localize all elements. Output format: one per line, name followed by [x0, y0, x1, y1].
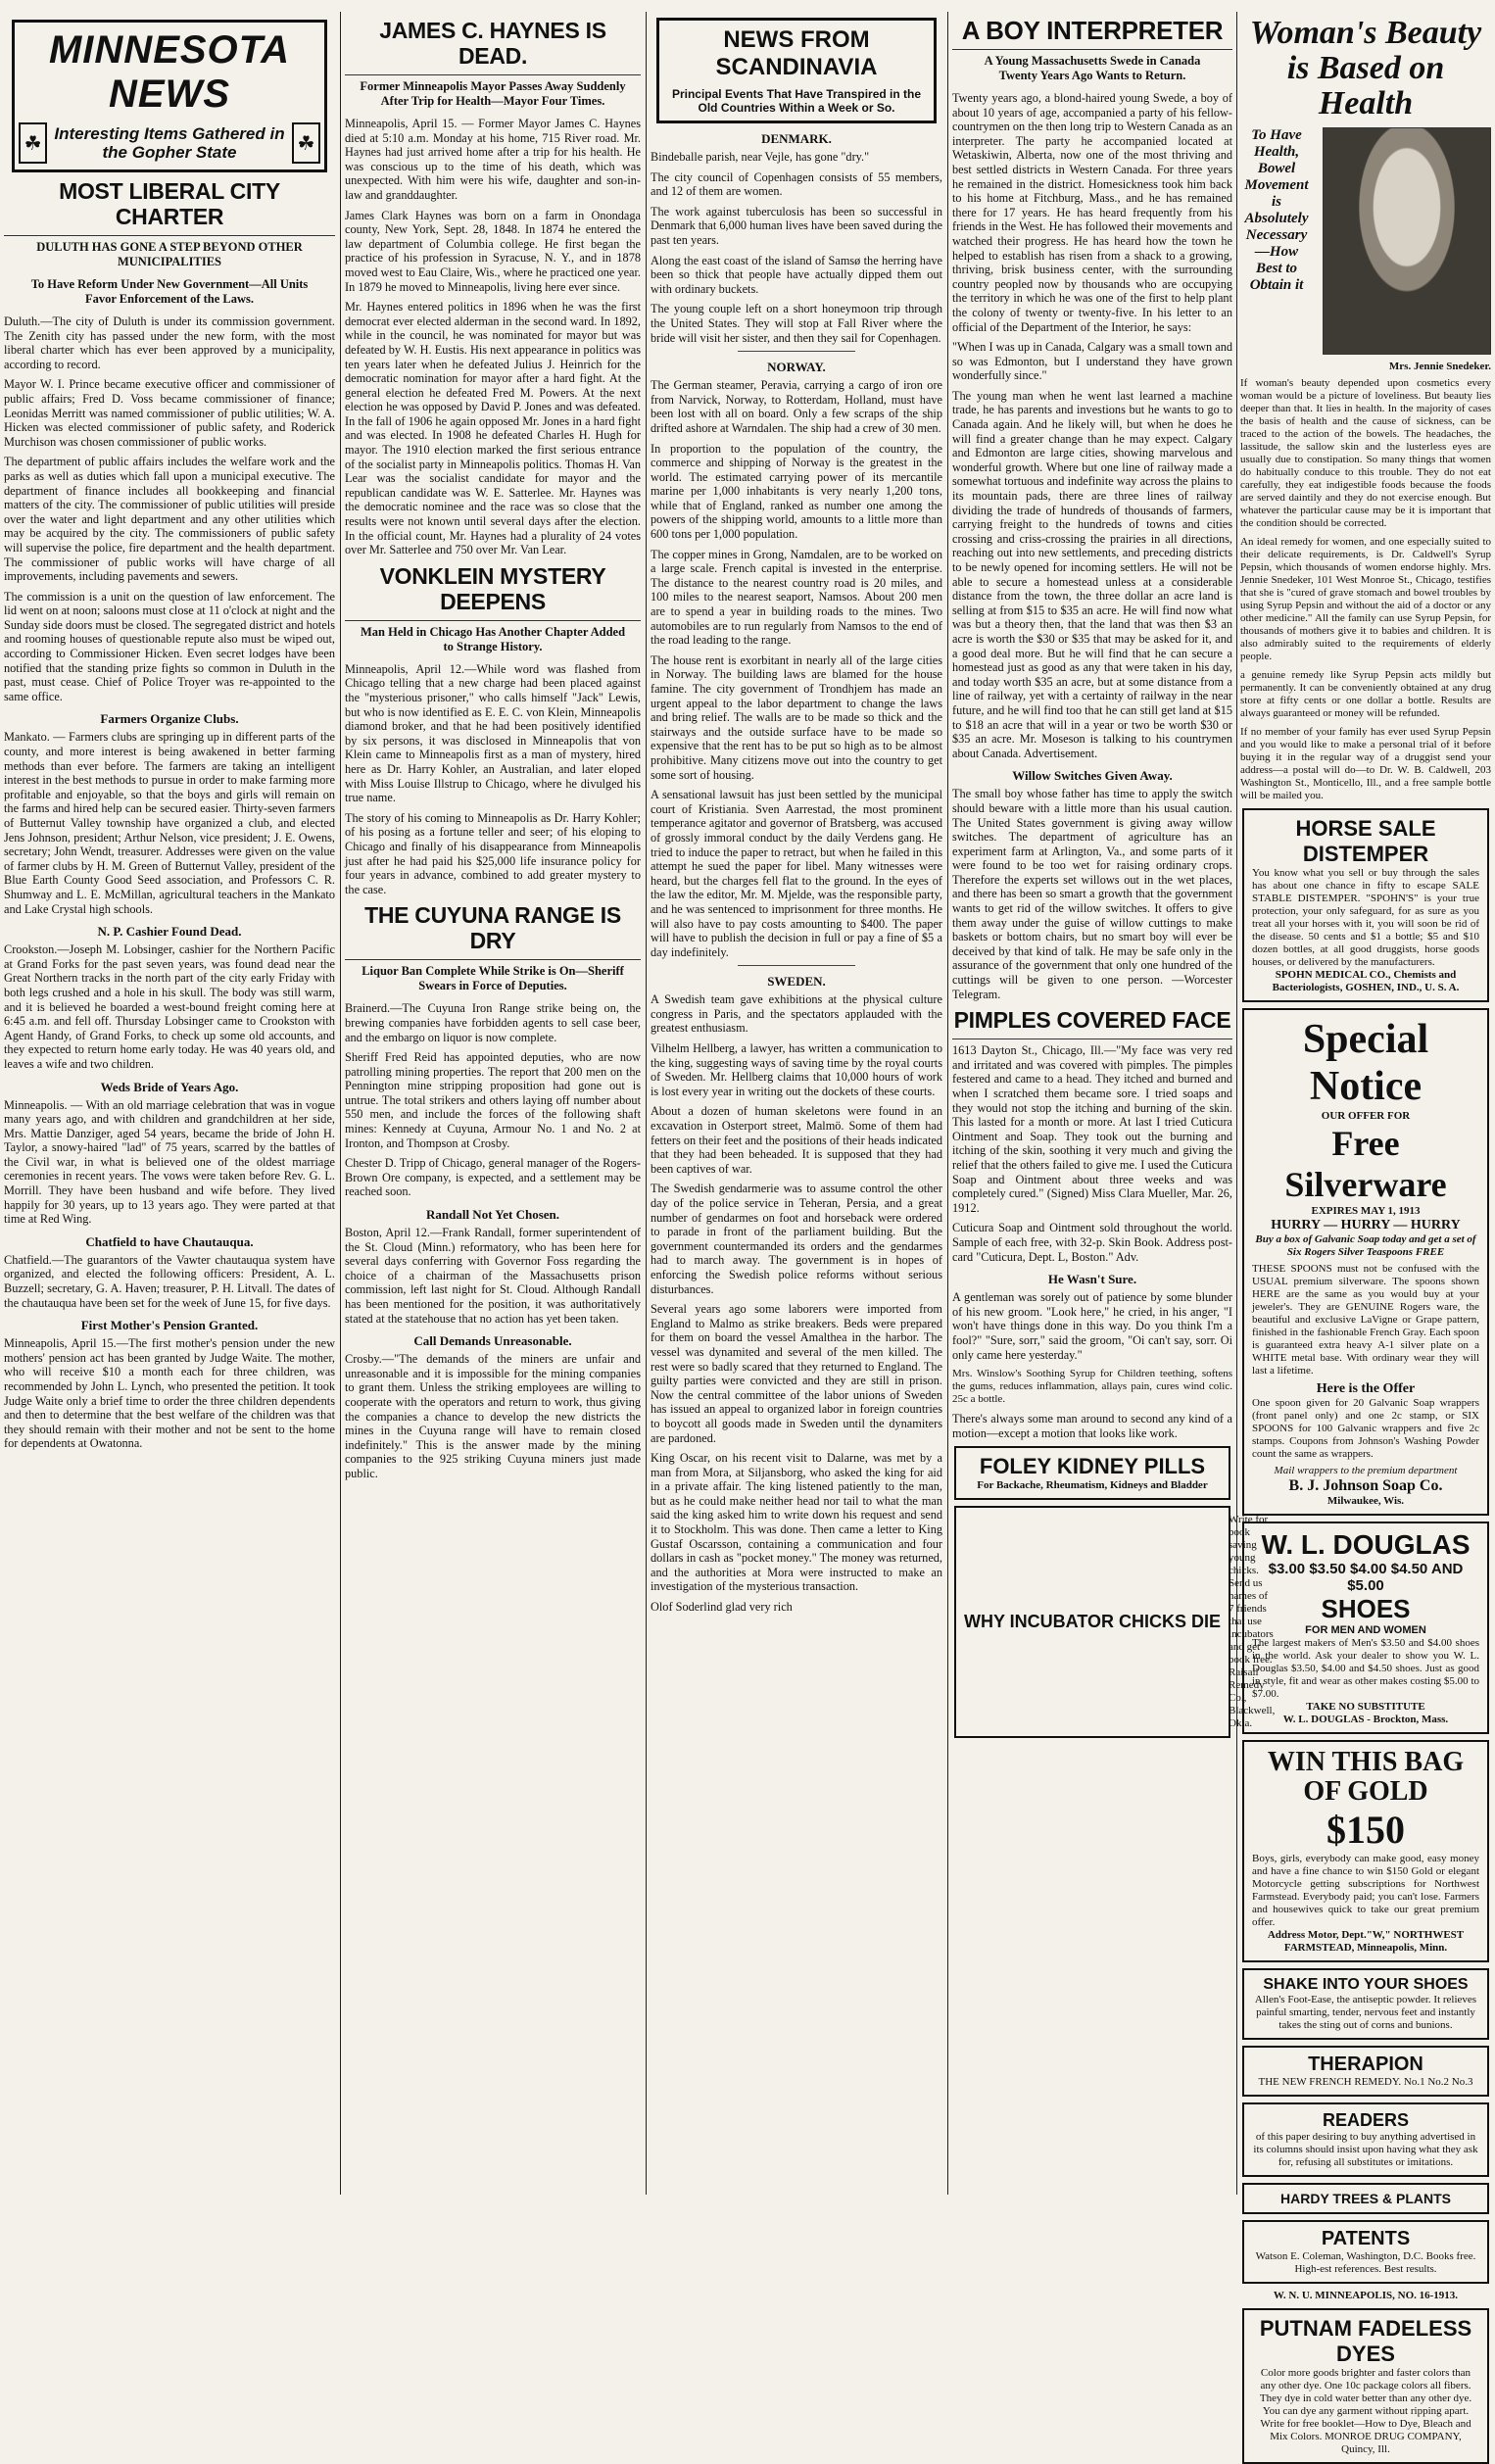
ad-body: of this paper desiring to buy anything advertised in its columns should insist upon having what they ask for, refusing all substitutes or imitations. — [1253, 2131, 1478, 2168]
headline: VONKLEIN MYSTERY DEEPENS — [345, 563, 641, 621]
column-rule — [1236, 12, 1237, 2195]
paragraph: Mankato. — Farmers clubs are springing up in different parts of the county, and more interest is being awakened in better farming methods than ever before. The farmers are taking an intelligent interest in the best methods to pursue in order to make farming more profitable and enjoyable, so that the boys and girls will remain on the farms and hired help can be secured easier. Thirty-seven farmers of Butternut Valley township have organized a club, and elected Jens Johnson, president; Arthur Nelson, vice president; J. E. Owens, secretary; John Wendt, treasurer. Addresses were given on the value of farmer clubs by H. M. Green of Butternut Valley, president of the Blue Earth County Good Seed association, and Professors C. R. Shumway and L. E. McMillan, agricultural teachers in the Mankato and Lake Crystal high schools. — [4, 730, 335, 916]
incubator-ad — [954, 1506, 1276, 1738]
ad-footer: SPOHN MEDICAL CO., Chemists and Bacteriologists, GOSHEN, IND., U. S. A. — [1272, 969, 1460, 993]
subhead: Willow Switches Given Away. — [1012, 768, 1173, 784]
subhead: Randall Not Yet Chosen. — [425, 1207, 560, 1223]
ad-title: WIN THIS BAG OF GOLD — [1267, 1747, 1465, 1807]
ad-title: PUTNAM FADELESS DYES — [1259, 2316, 1472, 2366]
gopher-icon: ☘ — [19, 122, 47, 164]
headline: Woman's Beauty is Based on Health — [1249, 15, 1482, 121]
spohn-distemper-ad — [1242, 808, 1489, 1002]
gopher-icon: ☘ — [292, 122, 320, 164]
ad-body: Color more goods brighter and faster colors than any other dye. One 10c package colors all fibers. They dye in cold water better than any other dye. You can dye any garment without ripping apart. Write for free booklet—How to Dye, Bleach and Mix Colors. MONROE DRUG COMPANY, Quincy, Ill. — [1259, 2367, 1472, 2455]
subhead: He Wasn't Sure. — [1047, 1272, 1137, 1287]
ad-kicker: OUR OFFER FOR — [1321, 1110, 1411, 1122]
ad-title: Free Silverware — [1284, 1124, 1447, 1204]
ad-title: PATENTS — [1321, 2228, 1411, 2249]
paragraph: The young man when he went last learned a machine trade, he has parents and investions but he wants to go to Canada again. And he likely will, but when he does he will find a greater change than he may expect. Calgary and Edmonton are large cities, showing marvelous and wonderful growth. Where but one line of railway made a somewhat tortuous and indefinite way across the plains to its mountain pads, there are three lines of railway dividing the trade of hundreds of thousands of farmers, carrying freight to the hundreds of towns and cities crossing and criss-crossing the prairies in all directions, reaching out into new settlements, and preceding districts to be newly opened for incoming settlers. He will not be able to secure a homestead unless at a considerable distance from the town, the three dollar an acre land is selling at from $15 to $35 an acre. He will find now what was but a theory then, that the land that was then $3 an acre is worth the $30 or $35 that may be asked for it, and a good deal more. But he will find that he can secure a homestead just as good as any that were taken in his day, and today worth $35 an acre, but at some distance from a line of railway, yet with a certainty of railway in the near future, and he will find too that he can still get land at $15 to $18 an acre that will in a year or two be worth $30 or $35 an acre. Mr. Moseson is talking to his countrymen about Canada. Advertisement. — [952, 388, 1232, 760]
paragraph: The young couple left on a short honeymoon trip through the United States. They will stop at Fall River where the bride will visit her sister, and then they sail for Copenhagen. — [651, 302, 942, 345]
deck: Former Minneapolis Mayor Passes Away Suddenly After Trip for Health—Mayor Four Times. — [360, 79, 626, 108]
deck: To Have Reform Under New Government—All Units Favor Enforcement of the Laws. — [30, 277, 309, 306]
paragraph: The story of his coming to Minneapolis as Dr. Harry Kohler; of his posing as a fortune teller and seer; of his eloping to Chicago and finally of his disappearance from Minneapolis just after he had paid his $25,000 life insurance policy for four years in advance, combined to add greater mystery to the case. — [345, 810, 641, 896]
ad-amount: $150 — [1326, 1808, 1405, 1852]
paragraph: 1613 Dayton St., Chicago, Ill.—"My face was very red and irritated and was covered with pimples. The pimples festered and came to a head. They itched and burned and when I scratched them became sore. I tried soaps and they would not stop the itching and burning of the skin. This lasted for a month or more. At last I tried Cuticura Ointment and Soap. They took out the burning and itching of the skin, soothing it very much and giving the relief that the others failed to give me. I used the Cuticura Soap and Ointment about three weeks and was completely cured." (Signed) Miss Clara Mueller, Mar. 26, 1912. — [952, 1043, 1232, 1215]
paragraph: Brainerd.—The Cuyuna Iron Range strike being on, the brewing companies have forbidden agents to sell case beer, and the embargo on liquor is now complete. — [345, 1001, 641, 1044]
paragraph: The city council of Copenhagen consists of 55 members, and 12 of them are women. — [651, 169, 942, 199]
column-boy-interpreter — [952, 14, 1276, 2195]
paragraph: Chester D. Tripp of Chicago, general manager of the Rogers-Brown Ore company, is expected, and a settlement may be reached soon. — [345, 1156, 641, 1199]
column-advertisements — [1240, 14, 1491, 2455]
paragraph: Mayor W. I. Prince became executive officer and commissioner of public affairs; Fred D. Voss became commissioner of finance; Leonidas Merritt was named commissioner of public utilities; W. A. Hicken was elected commissioner of public safety, and Roderick Murchison was chosen commissioner of public works. — [4, 377, 335, 449]
ad-body: THESE SPOONS must not be confused with the USUAL premium silverware. The spoons shown HERE are the same as you would buy at your jeweler's. They are GENUINE Rogers ware, the beautiful and exclusive LaVigne or Grape pattern, finished in the fashionable French Gray. Each spoon is guaranteed extra heavy A-1 silver plate on a WHITE metal base. With ordinary wear they will last a lifetime. — [1252, 1263, 1479, 1377]
paragraph: King Oscar, on his recent visit to Dalarne, was met by a man from Mora, at Siljansborg, who asked the king for aid in a private affair. The king listened patiently to the man, but as he could make neither head nor tail to what the man said the king asked him to write down his request and send it to Stockholm. This was done. Then came a letter to King Gustaf Oscarsson, containing a communication and four dollars in cash as "pocket money." The money was returned, and the authorities at Mora were instructed to make an investigation of the mysterious transaction. — [651, 1451, 942, 1594]
hardy-trees-ad — [1242, 2183, 1489, 2214]
paragraph: If no member of your family has ever used Syrup Pepsin and you would like to make a personal trial of it before buying it in the regular way of a druggist send your address—a postal will do—to Dr. W. B. Caldwell, 203 Washington St., Monticello, Ill., and a free sample bottle will be mailed you. — [1240, 726, 1491, 801]
therapion-ad — [1242, 2046, 1489, 2097]
paragraph: Duluth.—The city of Duluth is under its commission government. The Zenith city has passed under the new form, with the most liberal charter which has ever been approved by a municipality, according to record. — [4, 314, 335, 371]
paragraph: a genuine remedy like Syrup Pepsin acts mildly but permanently. It can be conveniently obtained at any drug store at fifty cents or one dollar a bottle. Results are always guaranteed or money will be refunded. — [1240, 669, 1491, 719]
ad-body: Allen's Foot-Ease, the antiseptic powder. It relieves painful smarting, tender, nervous feet and instantly takes the sting out of corns and bunions. — [1254, 1994, 1477, 2031]
paragraph: The Swedish gendarmerie was to assume control the other day of the police service in Teheran, Persia, and a great number of gendarmes on foot and horseback were ordered to parade in front of the parliament building. But the government countermanded its orders and the gendarmes had to march away. The government is in hopes of enforcing the Swedish police reforms without serious disturbances. — [651, 1182, 942, 1296]
paragraph: The German steamer, Peravia, carrying a cargo of iron ore from Narvick, Norway, to Rotterdam, Holland, must have been lost with all on board. Only a few scraps of the ship drifted ashore at Warndalen. The ship had a crew of 30 men. — [651, 378, 942, 435]
paragraph: Crosby.—"The demands of the miners are unfair and unreasonable and it is impossible for the mining companies to grant them. Unless the striking employees are willing to cooperate with the operators and return to work, thus giving the companies a chance to develop the new districts the mines in the Cuyuna range will have to remain closed indefinitely." This is the answer made by the mining companies to the 925 striking Cuyuna miners just made public. — [345, 1352, 641, 1480]
headline: THE CUYUNA RANGE IS DRY — [345, 902, 641, 960]
ad-body: Boys, girls, everybody can make good, easy money and have a fine chance to win $150 Gold or elegant Motorcycle getting subscriptions for Northwest Farmstead. Everybody paid; you can't lose. Farmers and housewives quick to take our great premium offer. — [1252, 1853, 1479, 1928]
banner-title: MINNESOTA NEWS — [48, 28, 291, 116]
headline: JAMES C. HAYNES IS DEAD. — [345, 18, 641, 75]
ad-subtitle: FOR MEN AND WOMEN — [1305, 1624, 1426, 1636]
deck: Liquor Ban Complete While Strike is On—Sheriff Swears in Force of Deputies. — [362, 964, 624, 993]
subhead: Chatfield to have Chautauqua. — [85, 1233, 254, 1249]
ad-title: SHOES — [1321, 1594, 1411, 1623]
paragraph: The copper mines in Grong, Namdalen, are to be worked on a large scale. French capital is invested in the enterprise. The distance to the nearest country road is 20 miles, and 100 miles to the nearest seaport, Namsos. About 200 men are to spend a year in building roads to the mines. Two automobiles are to run regularly from Namsos to the end of the road leading to the range. — [651, 547, 942, 648]
banner-subtitle: Interesting Items Gathered in the Gopher State — [54, 124, 285, 162]
paragraph: A Swedish team gave exhibitions at the physical culture congress in Paris, and the spectators applauded with the greatest enthusiasm. — [651, 992, 942, 1036]
bag-of-gold-ad — [1242, 1740, 1489, 1962]
paragraph: If woman's beauty depended upon cosmetics every woman would be a picture of loveliness. But beauty lies deeper than that. It lies in health. In the majority of cases the basis of health and the cause of sickness, can be traced to the action of the bowels. The headaches, the lassitude, the sallow skin and the lusterless eyes are usually due to constipation. So many things that women do habitually conduce to this trouble. They do not eat carefully, they eat indigestible foods because the foods are served daintily and they do not exercise enough. But whatever the particular cause may be it is important that the condition should be corrected. — [1240, 377, 1491, 529]
column-minnesota-news — [4, 14, 335, 2195]
ad-company: B. J. Johnson Soap Co. — [1288, 1477, 1443, 1494]
douglas-shoes-ad — [1242, 1522, 1489, 1734]
section-norway: NORWAY. — [767, 360, 826, 375]
paragraph: Crookston.—Joseph M. Lobsinger, cashier for the Northern Pacific at Grand Forks for the past seven years, was found dead near the Great Northern tracks in the north part of the city early Friday with both legs crushed and a hole in his skull. The body was still warm, and it is believed he boarded a west-bound freight coming here at 6:45 a.m. and fell off. Thursday Lobsinger came to Crookston with Agent Handy, of Grand Forks, to check up some old accounts, and they expected to return home early today. He was 40 years old, and leaves a wife and two children. — [4, 942, 335, 1071]
ad-title: W. L. DOUGLAS — [1261, 1529, 1471, 1560]
ad-title: Special Notice — [1302, 1017, 1429, 1109]
paragraph: Boston, April 12.—Frank Randall, former superintendent of the St. Cloud (Minn.) reformatory, who has been here for several days conferring with Governor Foss regarding the choice of a chairman of the Massachusetts prison commission, left last night for St. Cloud. Although Randall has been mentioned for the position, it was authoritatively stated at the statehouse that no action has yet been taken. — [345, 1226, 641, 1326]
scandinavia-banner — [656, 18, 937, 123]
subhead: Call Demands Unreasonable. — [413, 1333, 572, 1349]
paragraph: The commission is a unit on the question of law enforcement. The lid went on at noon; saloons must close at 11 o'clock at night and the Sunday side doors must be closed. The segregated district and hotels and rooming houses of questionable repute also must be wiped out, according to Commissioner Hicken. Even secret lodges have been notified that the standing prize fights so common in Duluth in the past, must cease. Chief of Police Troyer was re-appointed to the same office. — [4, 589, 335, 703]
paragraph: Mrs. Winslow's Soothing Syrup for Children teething, softens the gums, reduces inflammation, allays pain, cures wind colic. 25c a bottle. — [952, 1368, 1232, 1406]
ad-body: One spoon given for 20 Galvanic Soap wrappers (front panel only) and one 2c stamp, or SIX SPOONS for 100 Galvanic wrappers and five 2c stamps. Coupons from Johnson's Washing Powder count the same as wrappers. — [1252, 1397, 1479, 1460]
paragraph: James Clark Haynes was born on a farm in Onondaga county, New York, Sept. 28, 1848. In 1874 he entered the law department of Columbia college. He first began the practice of his profession in Syracuse, N. Y., and in 1878 moved west to Eau Claire, Wis., where he practiced one year. In 1879 he moved to Minneapolis, living here ever since. — [345, 208, 641, 294]
headline: A BOY INTERPRETER — [952, 18, 1232, 50]
subhead: First Mother's Pension Granted. — [80, 1318, 259, 1333]
paragraph: The department of public affairs includes the welfare work and the parks as well as duties which fall upon a municipal executive. The department of finance includes all bookkeeping and financial matters of the city. The commissioner of public utilities will preside over the water and light department and any other utilities which may be acquired by the city. The commissioners of public safety will supervise the police, fire department and the health department. The commissioner of public works will have charge of all improvements, including pavements and sewers. — [4, 455, 335, 584]
headline: PIMPLES COVERED FACE — [952, 1007, 1232, 1039]
paragraph: The small boy whose father has time to apply the switch should beware with a little more than his usual caution. The United States government is giving away willow switches. The department of agriculture has an experiment farm at Arlington, Va., and some parts of it were found to be too wet for raising ordinary crops. Therefore the experts set willows out in the wet places, and there has been so smart a growth that the government wants to get rid of the willow switches. It offers to give them away under the guise of willow cuttings to make baskets or bottom chairs, but no smart boy will ever be deceived by that kind of talk. He may be safe only in the assurance of the government that only one hundred of the cuttings will be given to one person. —Worcester Telegram. — [952, 787, 1232, 1001]
ad-substitute: TAKE NO SUBSTITUTE — [1306, 1701, 1425, 1713]
ad-subtitle: For Backache, Rheumatism, Kidneys and Bladder — [977, 1479, 1208, 1492]
ad-title: SHAKE INTO YOUR SHOES — [1263, 1976, 1469, 1993]
subhead: Farmers Organize Clubs. — [100, 711, 239, 727]
section-denmark: DENMARK. — [761, 131, 832, 146]
minnesota-news-banner — [12, 20, 327, 172]
banner-subtitle: Principal Events That Have Transpired in the Old Countries Within a Week or So. — [671, 87, 922, 115]
paragraph: There's always some man around to second any kind of a motion—except a motion that looks like work. — [952, 1412, 1232, 1440]
paragraph: An ideal remedy for women, and one especially suited to their delicate requirements, is Dr. Caldwell's Syrup Pepsin, which thousands of women endorse highly. Mrs. Jennie Snedeker, 101 West Monroe St., Chicago, testifies that she is "cured of grave stomach and bowel troubles by using Syrup Pepsin and without the aid of a doctor or any other medicine." All the family can use Syrup Pepsin, for thousands of mothers give it to babies and children. It is also admirably suited to the requirements of elderly people. — [1240, 536, 1491, 662]
paragraph: Along the east coast of the island of Samsø the herring have been so thick that people have actually dipped them out with ordinary buckets. — [651, 253, 942, 296]
wnu-footer: W. N. U. MINNEAPOLIS, NO. 16-1913. — [1273, 2290, 1459, 2301]
ad-expiry: EXPIRES MAY 1, 1913 — [1311, 1205, 1421, 1217]
subhead: N. P. Cashier Found Dead. — [97, 924, 242, 940]
paragraph: Minneapolis, April 12.—While word was flashed from Chicago telling that a new charge had been placed against the "mysterious prisoner," who calls himself "Jack" Lewis, but who is now identified as E. E. C. von Klein, Minneapolis diamond broker, and that he had been positively identified by six persons, it was disclosed in Minneapolis that von Klein came to Minneapolis first as a man of mystery, hired here as Dr. Harry Kohler, an Australian, and later eloped with Miss Louise Illstrup to Chicago, where he divulged his true name. — [345, 661, 641, 805]
deck: Man Held in Chicago Has Another Chapter Added to Strange History. — [360, 624, 626, 653]
ad-title: THERAPION — [1308, 2053, 1423, 2075]
section-sweden: SWEDEN. — [767, 974, 826, 990]
paragraph: In proportion to the population of the country, the commerce and shipping of Norway is the greatest in the world. The estimated carrying power of its mercantile marine per 1,000 inhabitants is very nearly 1,200 tons, while that of England, ranked as number one among the powers of the shipping world, amounts to a little more than 600 tons per 1,000 population. — [651, 441, 942, 542]
putnam-dyes-ad — [1242, 2308, 1489, 2464]
paragraph: Chatfield.—The guarantors of the Vawter chautauqua system have organized, and elected the following officers: President, A. L. Buzzell; secretary, G. A. Haven; treasurer, P. H. Litvall. The dates of the chautauqua have been set for the week of June 15, for five days. — [4, 1252, 335, 1310]
paragraph: Minneapolis, April 15. — Former Mayor James C. Haynes died at 5:10 a.m. Monday at his home, 715 River road. Mr. Haynes had just arrived home after a trip for his health. He was conscious up to the time of his death, which was unexpected. With him were his wife, daughter and son-in-law and granddaughter. — [345, 117, 641, 202]
paragraph: Bindeballe parish, near Vejle, has gone "dry." — [651, 150, 870, 164]
portrait-photo — [1323, 127, 1491, 355]
photo-caption: Mrs. Jennie Snedeker. — [1388, 361, 1491, 372]
ad-hurry: HURRY — HURRY — HURRY — [1271, 1218, 1461, 1232]
ad-title: WHY INCUBATOR CHICKS DIE — [964, 1612, 1222, 1632]
divider — [738, 351, 854, 352]
paragraph: Cuticura Soap and Ointment sold throughout the world. Sample of each free, with 32-p. Skin Book. Address post-card "Cuticura, Dept. L, Boston." Adv. — [952, 1221, 1232, 1264]
foley-kidney-pills-ad — [954, 1446, 1230, 1500]
ad-subhead: Here is the Offer — [1316, 1381, 1416, 1396]
paragraph: Olof Soderlind glad very rich — [651, 1600, 793, 1615]
column-rule — [947, 12, 948, 2195]
paragraph: Sheriff Fred Reid has appointed deputies, who are now patrolling mining properties. The report that 200 men on the Pennington mine stripping proposition had gone out is untrue. The total strikers and others laying off number about 550 men, and include the forces of the following shaft mines: Kennedy at Cuyuna, Armour No. 1 and No. 2 at Ironton, and Thompson at Crosby. — [345, 1050, 641, 1150]
ad-title: FOLEY KIDNEY PILLS — [979, 1454, 1206, 1479]
ad-body: The largest makers of Men's $3.50 and $4.00 shoes in the world. Ask your dealer to show you W. L. Douglas $3.50, $4.00 and $4.50 shoes. Just as good in style, fit and wear as other makes costing $5.00 to $7.00. — [1252, 1637, 1479, 1700]
ad-body: Watson E. Coleman, Washington, D.C. Books free. High-est references. Best results. — [1255, 2250, 1476, 2275]
column-scandinavia — [651, 14, 942, 2195]
allens-foot-ease-ad — [1242, 1968, 1489, 2040]
ad-footer: Address Motor, Dept."W," NORTHWEST FARMSTEAD, Minneapolis, Minn. — [1267, 1929, 1465, 1954]
banner-title: NEWS FROM SCANDINAVIA — [715, 26, 878, 80]
ad-body: Write for book saving young chicks. Send us names of 7 friends that use incubators and get book free. Raisall Remedy Co., Blackwell, Okla. — [1229, 1514, 1276, 1730]
paragraph: About a dozen of human skeletons were found in an excavation in Osterport street, Malmö. Some of them had fetters on their feet and the positions of their heads indicated that they had been beheaded. It is supposed that they had been captives of war. — [651, 1104, 942, 1176]
column-rule — [646, 12, 647, 2195]
ad-body: THE NEW FRENCH REMEDY. No.1 No.2 No.3 — [1258, 2076, 1473, 2088]
ad-mail: Mail wrappers to the premium department — [1274, 1465, 1458, 1476]
ad-body: You know what you sell or buy through the sales has about one chance in fifty to escape SALE STABLE DISTEMPER. "SPOHN'S" is your true protection, your only safeguard, for as sure as you treat all your horses with it, you will soon be rid of the disease. 50 cents and $1 a bottle; $5 and $10 dozen bottles, at all good druggists, horse goods houses, or delivered by the manufacturers. — [1252, 867, 1479, 968]
ad-title: HARDY TREES & PLANTS — [1280, 2191, 1451, 2206]
ad-offer-line: Buy a box of Galvanic Soap today and get a set of Six Rogers Silver Teaspoons FREE — [1255, 1233, 1476, 1258]
patents-ad — [1242, 2220, 1489, 2284]
readers-ad — [1242, 2102, 1489, 2177]
paragraph: Vilhelm Hellberg, a lawyer, has written a communication to the king, suggesting ways of saving time by the royal courts of Sweden. Mr. Hellberg claims that 10,000 hours of work is lost every year in writing out the dockets of these courts. — [651, 1041, 942, 1098]
paragraph: The house rent is exorbitant in nearly all of the large cities in Norway. The building laws are blamed for the house famine. The city government of Trondhjem has made an urgent appeal to the labor department to change the laws and bring relief. The walls are to be made so thick and the stairways and the outside surface have to be made so expensive that the rent has to be put so high as to be almost prohibitive. Many citizens move out into the country to get some sort of housing. — [651, 652, 942, 782]
paragraph: Minneapolis, April 15.—The first mother's pension under the new mothers' pension act has been granted by Judge Waite. The mother, who will receive $10 a month each for three children, was recommended by John L. Lynch, who presented the petition. It took Judge Waite only a brief time to order the three children dependents and then to determine that the best welfare of the children was that they should remain with their mother and not be sent to the home for dependents at Owatonna. — [4, 1336, 335, 1451]
ad-title: READERS — [1322, 2110, 1409, 2130]
divider — [738, 965, 854, 966]
paragraph: Twenty years ago, a blond-haired young Swede, a boy of about 10 years of age, accompanied a party of his fellow-countrymen on the then long trip to Western Canada as an interpreter. The party he accompanied located at Wetaskiwin, Alberta, now one of the most thriving and best settled districts in Western Canada. For three years he remained in the district. Homesickness took him back to his home at Fitchburg, Mass., and he has remained there for 17 years. He has heard frequently from his friends in the West. He has followed their movements and watched their progress. He has heard how the town he helped to establish has risen from a shack to a growing, thriving, brisk business center, with the surrounding country peopled now by thousands who are occupying the territory in which he was one of the first to help plant the colony of twenty or twenty-five. In his letter to an official of the Department of the Interior, he says: — [952, 91, 1232, 334]
deck: To Have Health, Bowel Movement is Absolutely Necessary—How Best to Obtain it — [1244, 127, 1309, 293]
paragraph: "When I was up in Canada, Calgary was a small town and so was Edmonton, but I understand they have grown wonderfully since." — [952, 340, 1232, 383]
column-rule — [340, 12, 341, 2195]
paragraph: A sensational lawsuit has just been settled by the municipal court of Kristiania. Sven Aarrestad, the most prominent temperance agitator and governor of Bratsberg, was accused of grossly immoral conduct by the daily Verdens gang. He tried to induce the paper to retract, but when he failed in this attempt he sued the paper for libel. Many witnesses were heard, but the charges fell flat to the ground. In the eyes of the law the editor, Mr. M. Mjelde, was the responsible party, and he was sentenced to imprisonment for three months. He will also have to pay costs amounting to $400. The paper will have to publish the decision in full or pay a fine of $5 a day indefinitely. — [651, 788, 942, 959]
deck: DULUTH HAS GONE A STEP BEYOND OTHER MUNICIPALITIES — [36, 240, 303, 268]
headline: MOST LIBERAL CITY CHARTER — [4, 178, 335, 236]
paragraph: Minneapolis. — With an old marriage celebration that was in vogue many years ago, and with children and grandchildren at her side, Mrs. Mattie Danziger, aged 54 years, became the bride of John H. Taylor, a snowy-haired "lad" of 75 years, scarred by the battles of the Civil war, in what is believed one of the oldest marriage ceremonies in recent years. The vows were taken before Rev. G. L. Morrill. They have been husband and wife before. They lived happily for 30 years, up to 13 years ago. They were parted at that time at Red Wing. — [4, 1097, 335, 1227]
ad-prices: $3.00 $3.50 $4.00 $4.50 AND $5.00 — [1268, 1561, 1464, 1594]
ad-title: HORSE SALE DISTEMPER — [1295, 816, 1436, 866]
paragraph: Several years ago some laborers were imported from England to Malmo as strike breakers. Beds were prepared for them on board the vessel Amalthea in the harbor. The vessel was dynamited and several of the men killed. The rest were so badly scared that they returned to England. The guilty parties were convicted and they are still in prison. Now the central committee of the labor unions of Sweden has issued an appeal to organized labor in foreign countries to boycott all goods made in Sweden until the dynamiters are pardoned. — [651, 1302, 942, 1445]
free-silverware-ad — [1242, 1008, 1489, 1516]
paragraph: The work against tuberculosis has been so successful in Denmark that 6,000 human lives have been saved during the past ten years. — [651, 204, 942, 247]
subhead: Weds Bride of Years Ago. — [100, 1079, 239, 1094]
ad-city: Milwaukee, Wis. — [1326, 1495, 1405, 1507]
ad-footer: W. L. DOUGLAS - Brockton, Mass. — [1282, 1714, 1449, 1725]
paragraph: Mr. Haynes entered politics in 1896 when he was the first democrat ever elected alderman in the second ward. In 1892, while in the council, he was nominated for mayor but was defeated by W. H. Eustis. His next appearance in politics was ten years later when he defeated Julius J. Heinrich for the democratic nomination for mayor after a hard fight. At the general election he defeated Fred M. Powers. At the next election he was opposed by David P. Jones and was defeated. In the fall of 1906 he again opposed Mr. Jones in a hard fight and was elected. In 1908 he defeated Charles H. Hugh for mayor. The 1910 election marked the first serious entrance of the socialist party in Minneapolis politics. Thomas H. Van Lear was the socialist candidate for mayor and the republican candidate was W. E. Satterlee. Mr. Haynes was the democratic nominee and the race was so close that the results were not known until several days after the election. In the official count, Mr. Haynes had a plurality of 24 votes over Mr. Satterlee and 750 over Mr. Van Lear. — [345, 300, 641, 557]
paragraph: A gentleman was sorely out of patience by some blunder of his new groom. "Look here," he cried, in his anger, "I won't have things done in this way. Do you think I'm a fool?" "Sure, sorr," said the groom, "Oi can't say, sorr. Oi only came here yesterday." — [952, 1290, 1232, 1362]
column-local-news — [345, 14, 641, 2195]
deck: A Young Massachusetts Swede in Canada Twenty Years Ago Wants to Return. — [984, 54, 1201, 82]
